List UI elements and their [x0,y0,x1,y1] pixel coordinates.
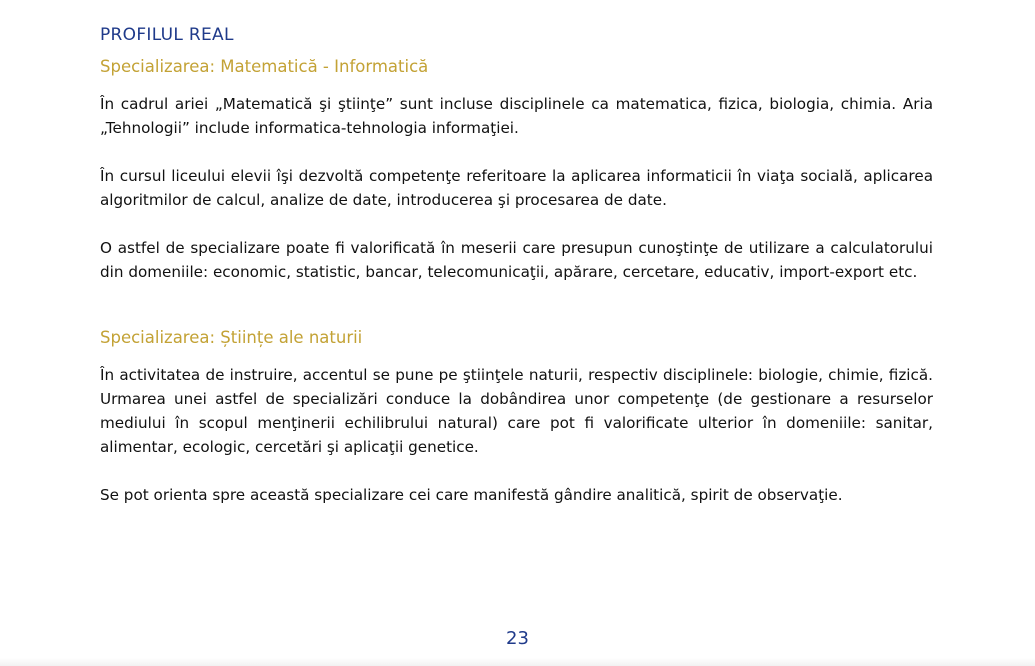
page-number: 23 [506,628,529,649]
page-bottom-edge [0,658,1035,666]
section-mathematics-informatics [100,56,933,284]
paragraph: Se pot orienta spre această specializare cei care manifestă gândire analitică, spirit de observaţie. [100,486,843,504]
paragraph: O astfel de specializare poate fi valorificată în meserii care presupun cunoştinţe de utilizare a calculatorului din domeniile: economic, statistic, bancar, telecomunicaţii, apărare, cercetare, educativ, import-export etc. [100,239,933,281]
section-natural-sciences [100,327,933,507]
paragraph: În activitatea de instruire, accentul se pune pe ştiinţele naturii, respectiv disciplinele: biologie, chimie, fizică. Urmarea unei astfel de specializări conduce la dobândirea unor competenţe (de gestionare a resurselor mediului în scopul menţinerii echilibrului natural) care pot fi valorificate ulterior în domeniile: sanitar, alimentar, ecologic, cercetări şi aplicaţii genetice. [100,366,933,456]
profile-title: PROFILUL REAL [100,25,234,45]
document-page [100,24,933,507]
paragraph: În cadrul ariei „Matematică şi ştiinţe” sunt incluse disciplinele ca matematica, fizica, biologia, chimia. Aria „Tehnologii” include informatica-tehnologia informaţiei. [100,95,933,137]
section-heading: Specializarea: Matematică - Informatică [100,57,429,76]
section-heading: Specializarea: Științe ale naturii [100,328,363,347]
paragraph: În cursul liceului elevii îşi dezvoltă competenţe referitoare la aplicarea informaticii în viaţa socială, aplicarea algoritmilor de calcul, analize de date, introducerea şi procesarea de date. [100,167,933,209]
